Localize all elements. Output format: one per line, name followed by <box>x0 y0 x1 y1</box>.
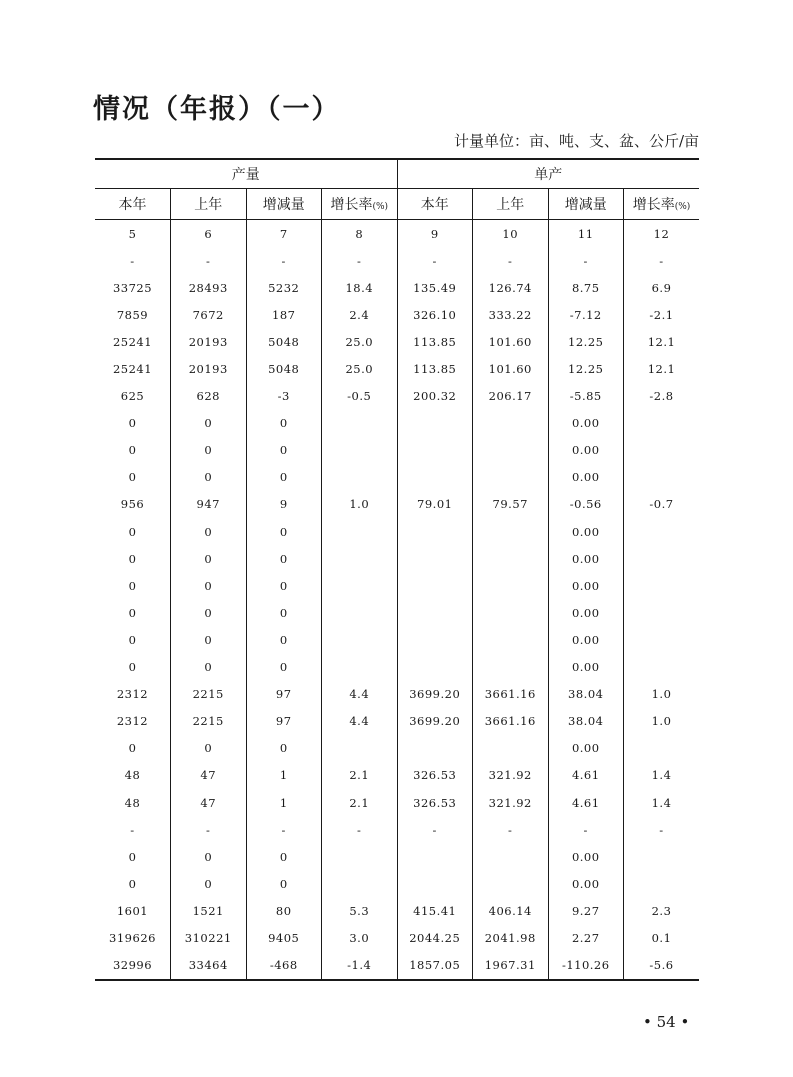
table-cell: 0.00 <box>548 599 624 626</box>
table-cell: 5 <box>128 226 137 241</box>
table-cell: 0 <box>246 545 322 572</box>
table-cell: 79.01 <box>397 491 473 518</box>
table-cell: 4.61 <box>548 762 624 789</box>
table-cell: 0 <box>171 735 247 762</box>
col-header-label: 本年 <box>118 197 147 213</box>
table-header <box>95 159 699 220</box>
table-cell: 5232 <box>246 274 322 301</box>
table-cell <box>322 843 398 870</box>
table-cell: 12.25 <box>548 328 624 355</box>
table-cell: 12.25 <box>548 355 624 382</box>
table-cell: 321.92 <box>473 762 549 789</box>
table-cell: 1.4 <box>624 789 700 816</box>
table-row <box>95 735 699 762</box>
table-cell: - <box>322 247 398 274</box>
table-row <box>95 464 699 491</box>
percent-suffix: (%) <box>372 202 389 212</box>
table-cell: 0 <box>246 599 322 626</box>
table-cell: 206.17 <box>473 383 549 410</box>
table-cell: 0 <box>128 741 137 756</box>
table-cell: 0 <box>246 518 322 545</box>
table-cell: 326.53 <box>397 762 473 789</box>
table-cell: 0 <box>171 437 247 464</box>
table-cell: 135.49 <box>397 274 473 301</box>
group-header-output: 产量 <box>95 159 397 189</box>
col-header-label: 上年 <box>496 197 525 213</box>
table-cell: 0.00 <box>548 626 624 653</box>
page-title: 情况（年报）（一） <box>93 94 341 125</box>
table-cell: 1.0 <box>624 681 700 708</box>
table-cell: 1 <box>246 762 322 789</box>
group-header-yield: 单产 <box>397 159 699 189</box>
table-cell: 7859 <box>116 307 149 322</box>
table-cell: 2312 <box>116 687 149 702</box>
table-cell <box>624 545 700 572</box>
unit-note: 计量单位：亩、吨、支、盆、公斤/亩 <box>453 132 699 150</box>
table-cell: 80 <box>246 897 322 924</box>
table-cell: 79.57 <box>473 491 549 518</box>
table-row <box>95 491 699 518</box>
table-cell: 5.3 <box>322 897 398 924</box>
table-cell: 2215 <box>171 708 247 735</box>
col-header <box>246 189 322 220</box>
table-cell: -2.8 <box>624 383 700 410</box>
table-cell: 0 <box>246 735 322 762</box>
table-row <box>95 897 699 924</box>
table-cell: 1.0 <box>624 708 700 735</box>
table-cell: 0 <box>128 443 137 458</box>
table-cell: 0 <box>246 410 322 437</box>
table-row <box>95 274 699 301</box>
table-cell: 310221 <box>171 924 247 951</box>
table-cell <box>473 545 549 572</box>
col-header-label: 上年 <box>194 197 223 213</box>
table-cell: 0 <box>171 599 247 626</box>
table-cell <box>624 599 700 626</box>
table-cell: -2.1 <box>624 301 700 328</box>
table-cell: - <box>473 816 549 843</box>
table-row <box>95 924 699 951</box>
table-cell: 10 <box>473 220 549 248</box>
table-cell: 3699.20 <box>397 681 473 708</box>
table-cell: 126.74 <box>473 274 549 301</box>
table-cell: 12 <box>624 220 700 248</box>
table-cell: 2215 <box>171 681 247 708</box>
group-header-row <box>95 159 699 189</box>
table-cell: - <box>171 247 247 274</box>
table-cell: 9 <box>397 220 473 248</box>
table-cell: 333.22 <box>473 301 549 328</box>
table-cell: - <box>624 816 700 843</box>
statistics-table <box>95 158 699 981</box>
table-cell <box>473 410 549 437</box>
table-cell: -468 <box>246 952 322 980</box>
table-cell: 0.00 <box>548 870 624 897</box>
table-cell: 4.61 <box>548 789 624 816</box>
table-cell <box>473 464 549 491</box>
table-cell <box>473 599 549 626</box>
table-cell: 326.53 <box>397 789 473 816</box>
col-header <box>397 189 473 220</box>
col-header <box>95 189 171 220</box>
table-cell <box>397 735 473 762</box>
table-cell: 0 <box>128 551 137 566</box>
table-cell: 20193 <box>171 328 247 355</box>
table-cell <box>322 626 398 653</box>
table-cell: 0 <box>128 849 137 864</box>
table-cell <box>624 464 700 491</box>
table-cell: 0.00 <box>548 843 624 870</box>
table-cell: 0 <box>171 410 247 437</box>
table-cell: 0.00 <box>548 464 624 491</box>
table-cell: 0 <box>246 843 322 870</box>
table-cell <box>624 735 700 762</box>
table-cell: 3.0 <box>322 924 398 951</box>
table-row <box>95 654 699 681</box>
table-row <box>95 301 699 328</box>
table-cell <box>397 870 473 897</box>
table-cell: 0 <box>171 518 247 545</box>
table-cell: 0 <box>128 578 137 593</box>
table-cell: - <box>322 816 398 843</box>
table-cell: 9405 <box>246 924 322 951</box>
table-cell <box>473 843 549 870</box>
table-cell: 1.0 <box>322 491 398 518</box>
table-cell <box>322 545 398 572</box>
col-header-label: 增长率 <box>330 197 373 213</box>
table-cell: 5048 <box>246 328 322 355</box>
table-cell: 2041.98 <box>473 924 549 951</box>
table-cell <box>397 626 473 653</box>
table-cell: 0 <box>171 545 247 572</box>
table-cell: 625 <box>120 389 145 404</box>
table-cell: 38.04 <box>548 708 624 735</box>
table-cell <box>624 654 700 681</box>
table-cell <box>397 572 473 599</box>
table-cell: 2.1 <box>322 762 398 789</box>
table-cell: 7 <box>246 220 322 248</box>
table-cell <box>397 518 473 545</box>
table-cell: 0 <box>128 470 137 485</box>
table-row <box>95 220 699 248</box>
table-cell: - <box>397 247 473 274</box>
col-header-label: 增长率 <box>632 197 675 213</box>
table-cell: -0.56 <box>548 491 624 518</box>
table-cell: 12.1 <box>624 328 700 355</box>
table-cell: 0 <box>128 632 137 647</box>
table-cell: - <box>171 816 247 843</box>
table-cell: -5.85 <box>548 383 624 410</box>
table-cell: 0 <box>171 843 247 870</box>
table-cell: - <box>624 247 700 274</box>
table-cell: 11 <box>548 220 624 248</box>
table-cell: 48 <box>124 795 141 810</box>
table-row <box>95 437 699 464</box>
table-cell: 0.00 <box>548 437 624 464</box>
table-cell: 25.0 <box>322 355 398 382</box>
table-cell <box>473 572 549 599</box>
table-cell: 32996 <box>95 952 171 980</box>
table-cell: 2.4 <box>322 301 398 328</box>
table-cell <box>322 735 398 762</box>
table-cell: 9.27 <box>548 897 624 924</box>
table-row <box>95 599 699 626</box>
table-cell: 187 <box>246 301 322 328</box>
col-header-label: 本年 <box>420 197 449 213</box>
table-cell: 1601 <box>116 903 149 918</box>
table-cell: 38.04 <box>548 681 624 708</box>
table-cell: 1 <box>246 789 322 816</box>
table-row <box>95 328 699 355</box>
table-cell: 113.85 <box>397 328 473 355</box>
col-header <box>548 189 624 220</box>
table-cell: 406.14 <box>473 897 549 924</box>
table-cell: 113.85 <box>397 355 473 382</box>
table-row <box>95 545 699 572</box>
table-cell: 0 <box>128 605 137 620</box>
table-cell: 25.0 <box>322 328 398 355</box>
table-cell: 0.00 <box>548 545 624 572</box>
table-cell: - <box>548 247 624 274</box>
table-cell: 8 <box>322 220 398 248</box>
table-row <box>95 843 699 870</box>
table-cell: 947 <box>171 491 247 518</box>
table-cell: 12.1 <box>624 355 700 382</box>
table-cell: 48 <box>124 768 141 783</box>
table-cell: -110.26 <box>548 952 624 980</box>
table-cell: -5.6 <box>624 952 700 980</box>
table-cell: - <box>397 816 473 843</box>
table-cell <box>397 410 473 437</box>
table-cell <box>624 572 700 599</box>
table-row <box>95 762 699 789</box>
table-cell: 101.60 <box>473 355 549 382</box>
table-cell <box>397 599 473 626</box>
table-cell: 319626 <box>109 930 156 945</box>
table-cell: 5048 <box>246 355 322 382</box>
table-cell: 4.4 <box>322 708 398 735</box>
sub-header-row <box>95 189 699 220</box>
table-cell: 101.60 <box>473 328 549 355</box>
table-cell <box>624 518 700 545</box>
table-cell <box>322 870 398 897</box>
table-cell: 0 <box>246 870 322 897</box>
table-cell <box>624 437 700 464</box>
table-row <box>95 952 699 980</box>
table-cell: 0 <box>171 464 247 491</box>
table-cell: 8.75 <box>548 274 624 301</box>
table-cell: 33725 <box>112 280 153 295</box>
table-cell: 25241 <box>112 362 153 377</box>
table-cell: - <box>473 247 549 274</box>
table-cell: 47 <box>171 762 247 789</box>
table-cell: 2.3 <box>624 897 700 924</box>
table-body <box>95 220 699 980</box>
table-cell: 0 <box>171 654 247 681</box>
table-cell: 1521 <box>171 897 247 924</box>
table-cell <box>397 464 473 491</box>
table-row <box>95 355 699 382</box>
table-cell: 415.41 <box>397 897 473 924</box>
table-cell <box>397 545 473 572</box>
table-cell: -3 <box>246 383 322 410</box>
table-row <box>95 816 699 843</box>
table-row <box>95 626 699 653</box>
table-cell: 18.4 <box>322 274 398 301</box>
table-cell: 33464 <box>171 952 247 980</box>
table-cell <box>397 437 473 464</box>
table-cell <box>322 410 398 437</box>
table-cell: 9 <box>246 491 322 518</box>
table-cell: -0.5 <box>322 383 398 410</box>
table-cell <box>624 843 700 870</box>
table-cell <box>624 870 700 897</box>
table-cell: 0.00 <box>548 518 624 545</box>
col-header-label: 增减量 <box>262 197 305 213</box>
table-cell: 628 <box>171 383 247 410</box>
table-cell <box>397 843 473 870</box>
table-row <box>95 383 699 410</box>
col-header-label: 增减量 <box>564 197 607 213</box>
table-cell: 25241 <box>112 334 153 349</box>
col-header <box>171 189 247 220</box>
table-cell: 326.10 <box>397 301 473 328</box>
table-cell: 2312 <box>116 714 149 729</box>
table-cell: -7.12 <box>548 301 624 328</box>
table-cell <box>473 437 549 464</box>
col-header <box>624 189 700 220</box>
table-cell: 4.4 <box>322 681 398 708</box>
table-cell <box>322 599 398 626</box>
table-cell: 0 <box>128 876 137 891</box>
table-cell: 97 <box>246 708 322 735</box>
table-cell: 47 <box>171 789 247 816</box>
table-cell: 0.00 <box>548 654 624 681</box>
table-row <box>95 870 699 897</box>
table-cell: -1.4 <box>322 952 398 980</box>
table-cell <box>397 654 473 681</box>
table-cell: 2.27 <box>548 924 624 951</box>
table-cell: 0 <box>246 464 322 491</box>
table-cell: - <box>246 247 322 274</box>
table-cell <box>322 654 398 681</box>
col-header <box>322 189 398 220</box>
table-cell: 20193 <box>171 355 247 382</box>
table-cell: 3699.20 <box>397 708 473 735</box>
table-cell: 3661.16 <box>473 681 549 708</box>
table-cell: - <box>548 816 624 843</box>
percent-suffix: (%) <box>674 202 691 212</box>
table-row <box>95 247 699 274</box>
table-cell: 6 <box>171 220 247 248</box>
table-cell <box>322 518 398 545</box>
table-cell: 200.32 <box>397 383 473 410</box>
table-cell: 0 <box>171 572 247 599</box>
table-cell: 6.9 <box>624 274 700 301</box>
table-cell: 1857.05 <box>397 952 473 980</box>
table-cell <box>624 626 700 653</box>
table-cell <box>473 654 549 681</box>
table-cell: - <box>130 253 135 268</box>
table-row <box>95 681 699 708</box>
table-row <box>95 708 699 735</box>
table-cell: 0.00 <box>548 410 624 437</box>
table-cell: 0 <box>171 870 247 897</box>
table-cell: 0 <box>171 626 247 653</box>
table-cell: 321.92 <box>473 789 549 816</box>
table-cell: 1.4 <box>624 762 700 789</box>
table-cell <box>322 572 398 599</box>
table-cell: 0 <box>246 654 322 681</box>
table-cell: 0 <box>128 524 137 539</box>
table-cell: 0.00 <box>548 735 624 762</box>
table-row <box>95 789 699 816</box>
table-cell: 2.1 <box>322 789 398 816</box>
table-cell: - <box>130 822 135 837</box>
table-cell <box>473 626 549 653</box>
col-header <box>473 189 549 220</box>
table-cell <box>473 735 549 762</box>
table-cell: 7672 <box>171 301 247 328</box>
table-cell: 956 <box>120 497 145 512</box>
table-cell: 0.1 <box>624 924 700 951</box>
table-cell <box>322 464 398 491</box>
table-cell: - <box>246 816 322 843</box>
table-cell: 3661.16 <box>473 708 549 735</box>
table-cell <box>473 518 549 545</box>
table-cell: 2044.25 <box>397 924 473 951</box>
table-cell: -0.7 <box>624 491 700 518</box>
table-cell: 28493 <box>171 274 247 301</box>
page-number: • 54 • <box>643 1013 690 1031</box>
table-cell: 0 <box>246 572 322 599</box>
table-cell: 0.00 <box>548 572 624 599</box>
table-row <box>95 572 699 599</box>
table-cell: 0 <box>128 660 137 675</box>
table-cell: 1967.31 <box>473 952 549 980</box>
table-row <box>95 518 699 545</box>
table-cell: 0 <box>128 416 137 431</box>
table-cell: 0 <box>246 437 322 464</box>
table-cell <box>473 870 549 897</box>
table-cell: 0 <box>246 626 322 653</box>
table-cell: 97 <box>246 681 322 708</box>
table-cell <box>322 437 398 464</box>
table-cell <box>624 410 700 437</box>
table-row <box>95 410 699 437</box>
